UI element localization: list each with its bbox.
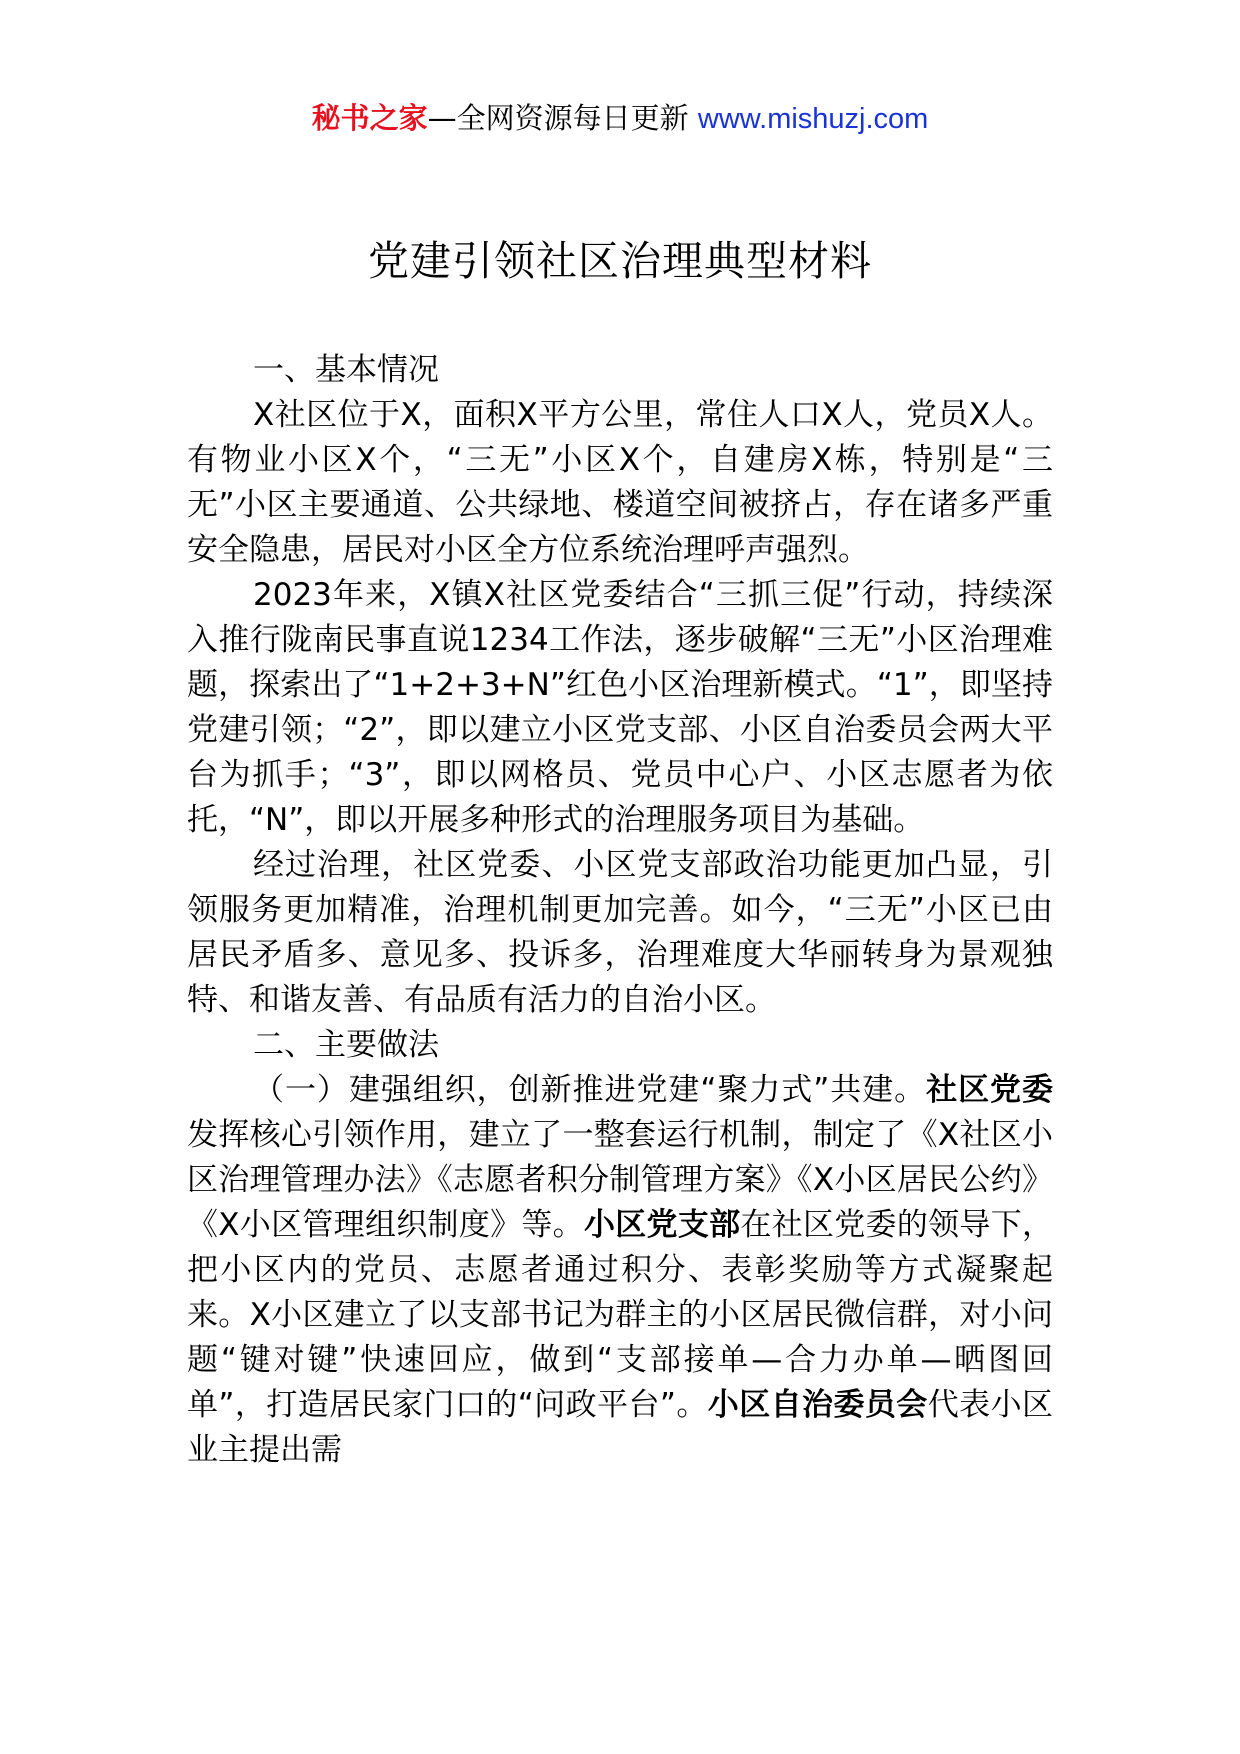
paragraph-text: 在社区党委的领导下，把小区内的党员、志愿者通过积分、表彰奖励等方式凝聚起来。X小区建立了以支部书记为群主的小区居民微信群，对小问题“键对键”快速回应，做到“支部接单—合力办单—晒图回单”，打造居民家门口的“问政平台”。 xyxy=(187,1207,1053,1423)
bold-term-autonomy-committee: 小区自治委员会 xyxy=(707,1387,928,1423)
site-header xyxy=(0,98,1240,139)
site-brand: 秘书之家 xyxy=(311,101,428,135)
paragraph-text: 代表小区业主提出需 xyxy=(187,1387,1053,1468)
paragraph-results: 经过治理，社区党委、小区党支部政治功能更加凸显，引领服务更加精准，治理机制更加完善。如今，“三无”小区已由居民矛盾多、意见多、投诉多，治理难度大华丽转身为景观独特、和谐友善、有品质有活力的自治小区。 xyxy=(187,847,1053,1018)
site-url-link[interactable]: www.mishuzj.com xyxy=(697,103,929,135)
section-heading-main-practices: 二、主要做法 xyxy=(253,1027,439,1063)
paragraph-model: 2023年来，X镇X社区党委结合“三抓三促”行动，持续深入推行陇南民事直说1234工作法，逐步破解“三无”小区治理难题，探索出了“1+2+3+N”红色小区治理新模式。“1”，即坚持党建引领；“2”，即以建立小区党支部、小区自治委员会两大平台为抓手；“3”，即以网格员、党员中心户、小区志愿者为依托，“N”，即以开展多种形式的治理服务项目为基础。 xyxy=(187,577,1053,838)
paragraph-overview: X社区位于X，面积X平方公里，常住人口X人，党员X人。有物业小区X个，“三无”小区X个，自建房X栋，特别是“三无”小区主要通道、公共绿地、楼道空间被挤占，存在诸多严重安全隐患，居民对小区全方位系统治理呼声强烈。 xyxy=(187,397,1053,568)
site-tagline: —全网资源每日更新 xyxy=(427,101,689,135)
paragraph-text: 发挥核心引领作用，建立了一整套运行机制，制定了《X社区小区治理管理办法》《志愿者积分制管理方案》《X小区居民公约》《X小区管理组织制度》等。 xyxy=(187,1117,1053,1243)
paragraph-text: （一）建强组织，创新推进党建“聚力式”共建。 xyxy=(253,1072,927,1108)
bold-term-community-party-committee: 社区党委 xyxy=(926,1072,1054,1108)
paragraph-practice-1 xyxy=(187,1068,1053,1473)
bold-term-party-branch: 小区党支部 xyxy=(583,1207,741,1243)
section-heading-basic-situation: 一、基本情况 xyxy=(253,352,439,388)
document-body xyxy=(187,348,1053,1473)
document-title: 党建引领社区治理典型材料 xyxy=(368,237,872,285)
